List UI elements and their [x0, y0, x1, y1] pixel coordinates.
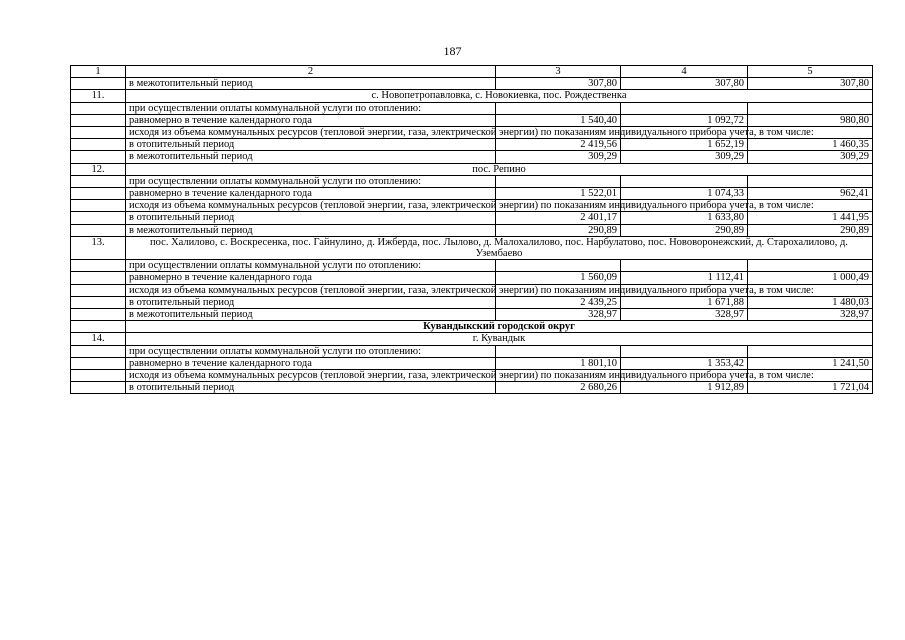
value-col4-cell: 1 353,42 — [621, 357, 748, 369]
value-col4-cell: 1 074,33 — [621, 188, 748, 200]
value-col3-cell: 307,80 — [496, 78, 621, 90]
empty-cell — [496, 260, 621, 272]
table-row — [71, 127, 873, 139]
table-row — [71, 260, 873, 272]
locality-row — [71, 163, 873, 175]
locality-row — [71, 236, 873, 259]
value-col5-cell: 1 441,95 — [748, 212, 873, 224]
empty-cell — [748, 345, 873, 357]
description-cell: при осуществлении оплаты коммунальной услуги по отоплению: — [126, 345, 496, 357]
value-col5-cell: 1 460,35 — [748, 139, 873, 151]
value-col4-cell: 1 112,41 — [621, 272, 748, 284]
row-number-cell — [71, 212, 126, 224]
description-cell: в межотопительный период — [126, 309, 496, 321]
value-col5-cell: 1 000,49 — [748, 272, 873, 284]
value-col3-cell: 1 522,01 — [496, 188, 621, 200]
table-row — [71, 188, 873, 200]
row-number-cell — [71, 382, 126, 394]
table-row — [71, 139, 873, 151]
table-row — [71, 224, 873, 236]
table-row — [71, 370, 873, 382]
table-row — [71, 382, 873, 394]
value-col3-cell: 2 419,56 — [496, 139, 621, 151]
section-row — [71, 321, 873, 333]
table-row — [71, 114, 873, 126]
description-cell: в отопительный период — [126, 382, 496, 394]
empty-cell — [748, 175, 873, 187]
column-number-cell: 4 — [621, 66, 748, 78]
description-cell: при осуществлении оплаты коммунальной услуги по отоплению: — [126, 260, 496, 272]
table-row — [71, 200, 873, 212]
row-number-cell — [71, 188, 126, 200]
description-cell: равномерно в течение календарного года — [126, 114, 496, 126]
table-row — [71, 272, 873, 284]
value-col4-cell: 1 912,89 — [621, 382, 748, 394]
row-number-cell — [71, 139, 126, 151]
row-number-cell: 13. — [71, 236, 126, 259]
description-cell: в межотопительный период — [126, 224, 496, 236]
empty-cell — [621, 102, 748, 114]
description-cell: в отопительный период — [126, 296, 496, 308]
value-col5-cell: 1 480,03 — [748, 296, 873, 308]
value-col3-cell: 1 801,10 — [496, 357, 621, 369]
table-row — [71, 296, 873, 308]
row-number-cell — [71, 260, 126, 272]
page-number: 187 — [443, 44, 462, 58]
empty-cell — [621, 345, 748, 357]
description-cell: в отопительный период — [126, 139, 496, 151]
value-col4-cell: 1 652,19 — [621, 139, 748, 151]
row-number-cell — [71, 224, 126, 236]
empty-cell — [621, 175, 748, 187]
description-cell: в отопительный период — [126, 212, 496, 224]
description-cell: исходя из объема коммунальных ресурсов (тепловой энергии, газа, электрической энергии) по показаниям индивидуального прибора учета, в том числе: — [126, 200, 496, 212]
row-number-cell — [71, 284, 126, 296]
description-cell: при осуществлении оплаты коммунальной услуги по отоплению: — [126, 102, 496, 114]
table-row — [71, 102, 873, 114]
description-cell: равномерно в течение календарного года — [126, 188, 496, 200]
value-col3-cell: 2 439,25 — [496, 296, 621, 308]
description-cell: равномерно в течение календарного года — [126, 272, 496, 284]
value-col5-cell: 309,29 — [748, 151, 873, 163]
description-cell: исходя из объема коммунальных ресурсов (тепловой энергии, газа, электрической энергии) по показаниям индивидуального прибора учета, в том числе: — [126, 370, 496, 382]
value-col4-cell: 307,80 — [621, 78, 748, 90]
table-row — [71, 284, 873, 296]
column-number-cell: 3 — [496, 66, 621, 78]
column-number-cell: 5 — [748, 66, 873, 78]
value-col5-cell: 328,97 — [748, 309, 873, 321]
locality-title: г. Кувандык — [126, 333, 873, 345]
table-row — [71, 345, 873, 357]
value-col3-cell: 1 560,09 — [496, 272, 621, 284]
tariff-table — [70, 65, 873, 394]
column-number-row — [71, 66, 873, 78]
locality-row — [71, 333, 873, 345]
value-col3-cell: 328,97 — [496, 309, 621, 321]
empty-cell — [496, 345, 621, 357]
table-row — [71, 151, 873, 163]
description-cell: исходя из объема коммунальных ресурсов (тепловой энергии, газа, электрической энергии) по показаниям индивидуального прибора учета, в том числе: — [126, 127, 496, 139]
section-title: Кувандыкский городской округ — [126, 321, 873, 333]
value-col5-cell: 307,80 — [748, 78, 873, 90]
value-col4-cell: 290,89 — [621, 224, 748, 236]
value-col4-cell: 1 633,80 — [621, 212, 748, 224]
row-number-cell — [71, 309, 126, 321]
row-number-cell — [71, 151, 126, 163]
value-col3-cell: 2 401,17 — [496, 212, 621, 224]
row-number-cell — [71, 296, 126, 308]
description-cell: в межотопительный период — [126, 78, 496, 90]
column-number-cell: 2 — [126, 66, 496, 78]
value-col5-cell: 980,80 — [748, 114, 873, 126]
table-row — [71, 357, 873, 369]
value-col4-cell: 1 092,72 — [621, 114, 748, 126]
row-number-cell — [71, 345, 126, 357]
row-number-cell — [71, 200, 126, 212]
table-row — [71, 175, 873, 187]
table-row — [71, 309, 873, 321]
value-col5-cell: 290,89 — [748, 224, 873, 236]
row-number-cell — [71, 370, 126, 382]
value-col5-cell: 962,41 — [748, 188, 873, 200]
locality-title: с. Новопетропавловка, с. Новокиевка, пос. Рождественка — [126, 90, 873, 102]
value-col4-cell: 328,97 — [621, 309, 748, 321]
value-col4-cell: 309,29 — [621, 151, 748, 163]
row-number-cell — [71, 127, 126, 139]
empty-cell — [748, 102, 873, 114]
row-number-cell — [71, 114, 126, 126]
value-col3-cell: 1 540,40 — [496, 114, 621, 126]
empty-cell — [748, 260, 873, 272]
value-col5-cell: 1 721,04 — [748, 382, 873, 394]
empty-cell — [621, 260, 748, 272]
locality-row — [71, 90, 873, 102]
row-number-cell: 14. — [71, 333, 126, 345]
row-number-cell — [71, 102, 126, 114]
locality-title: пос. Халилово, с. Воскресенка, пос. Гайнулино, д. Ижберда, пос. Лылово, д. Малохалилово, пос. Нарбулатово, пос. Нововоронежский, д. Старохалилово, д. Узембаево — [126, 236, 873, 259]
table-row — [71, 212, 873, 224]
description-cell: исходя из объема коммунальных ресурсов (тепловой энергии, газа, электрической энергии) по показаниям индивидуального прибора учета, в том числе: — [126, 284, 496, 296]
column-number-cell: 1 — [71, 66, 126, 78]
locality-title: пос. Репино — [126, 163, 873, 175]
value-col3-cell: 309,29 — [496, 151, 621, 163]
row-number-cell — [71, 357, 126, 369]
empty-cell — [71, 321, 126, 333]
row-number-cell — [71, 272, 126, 284]
table-row — [71, 78, 873, 90]
empty-cell — [496, 102, 621, 114]
description-cell: при осуществлении оплаты коммунальной услуги по отоплению: — [126, 175, 496, 187]
row-number-cell — [71, 175, 126, 187]
value-col3-cell: 2 680,26 — [496, 382, 621, 394]
row-number-cell: 11. — [71, 90, 126, 102]
value-col5-cell: 1 241,50 — [748, 357, 873, 369]
description-cell: равномерно в течение календарного года — [126, 357, 496, 369]
row-number-cell — [71, 78, 126, 90]
empty-cell — [496, 175, 621, 187]
row-number-cell: 12. — [71, 163, 126, 175]
description-cell: в межотопительный период — [126, 151, 496, 163]
value-col4-cell: 1 671,88 — [621, 296, 748, 308]
value-col3-cell: 290,89 — [496, 224, 621, 236]
